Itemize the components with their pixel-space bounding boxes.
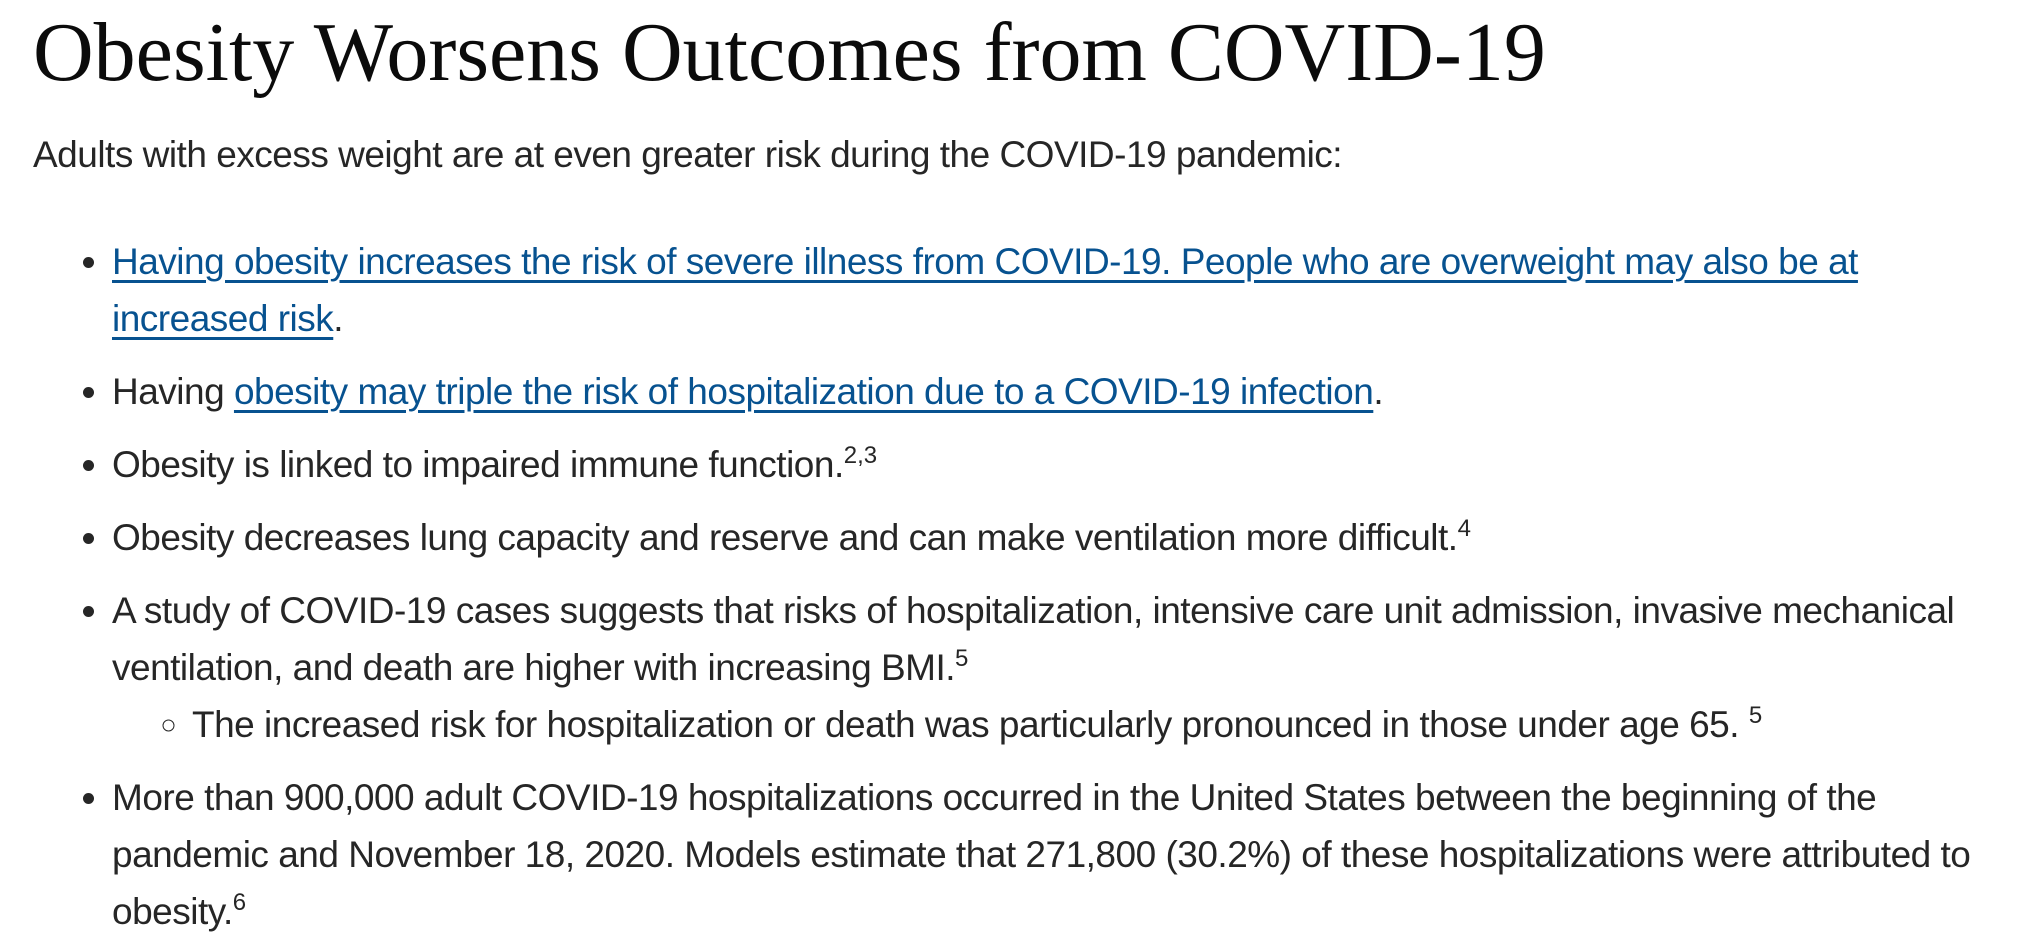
footnote-reference: 2,3 [843, 442, 878, 469]
list-item [112, 509, 2012, 566]
sub-list-item [192, 696, 2012, 753]
text-segment: . [333, 298, 344, 339]
footnote-reference: 4 [1457, 515, 1471, 542]
footnote-reference: 5 [1748, 702, 1763, 729]
text-segment: . [1373, 371, 1384, 412]
intro-paragraph: Adults with excess weight are at even greater risk during the COVID-19 pandemic: [33, 134, 1343, 175]
text-segment: The increased risk for hospitalization or death was particularly pronounced in those under age 65. [192, 704, 1749, 745]
page-title: Obesity Worsens Outcomes from COVID-19 [33, 6, 1546, 99]
bullet-list [33, 233, 2012, 940]
list-item [112, 363, 2012, 420]
list-item [112, 436, 2012, 493]
footnote-reference: 6 [232, 889, 247, 916]
footnote-reference: 5 [955, 645, 969, 672]
list-item [112, 769, 2012, 940]
text-segment: Obesity decreases lung capacity and reserve and can make ventilation more difficult. [112, 517, 1458, 558]
inline-link[interactable]: Having obesity increases the risk of severe illness from COVID-19. People who are overweight may also be at increased risk [112, 241, 1858, 339]
text-segment: More than 900,000 adult COVID-19 hospitalizations occurred in the United States between the beginning of the pandemic and November 18, 2020. Models estimate that 271,800 (30.2%) of these hospitalizations were attributed to obesity. [112, 777, 1971, 932]
sub-bullet-list [112, 696, 2012, 753]
text-segment: Obesity is linked to impaired immune function. [112, 444, 844, 485]
list-item [112, 233, 2012, 347]
inline-link[interactable]: obesity may triple the risk of hospitalization due to a COVID-19 infection [233, 371, 1374, 412]
list-item [112, 582, 2012, 753]
text-segment: A study of COVID-19 cases suggests that risks of hospitalization, intensive care unit admission, invasive mechanical ventilation, and death are higher with increasing BMI. [112, 590, 1955, 688]
text-segment: Having [112, 371, 234, 412]
